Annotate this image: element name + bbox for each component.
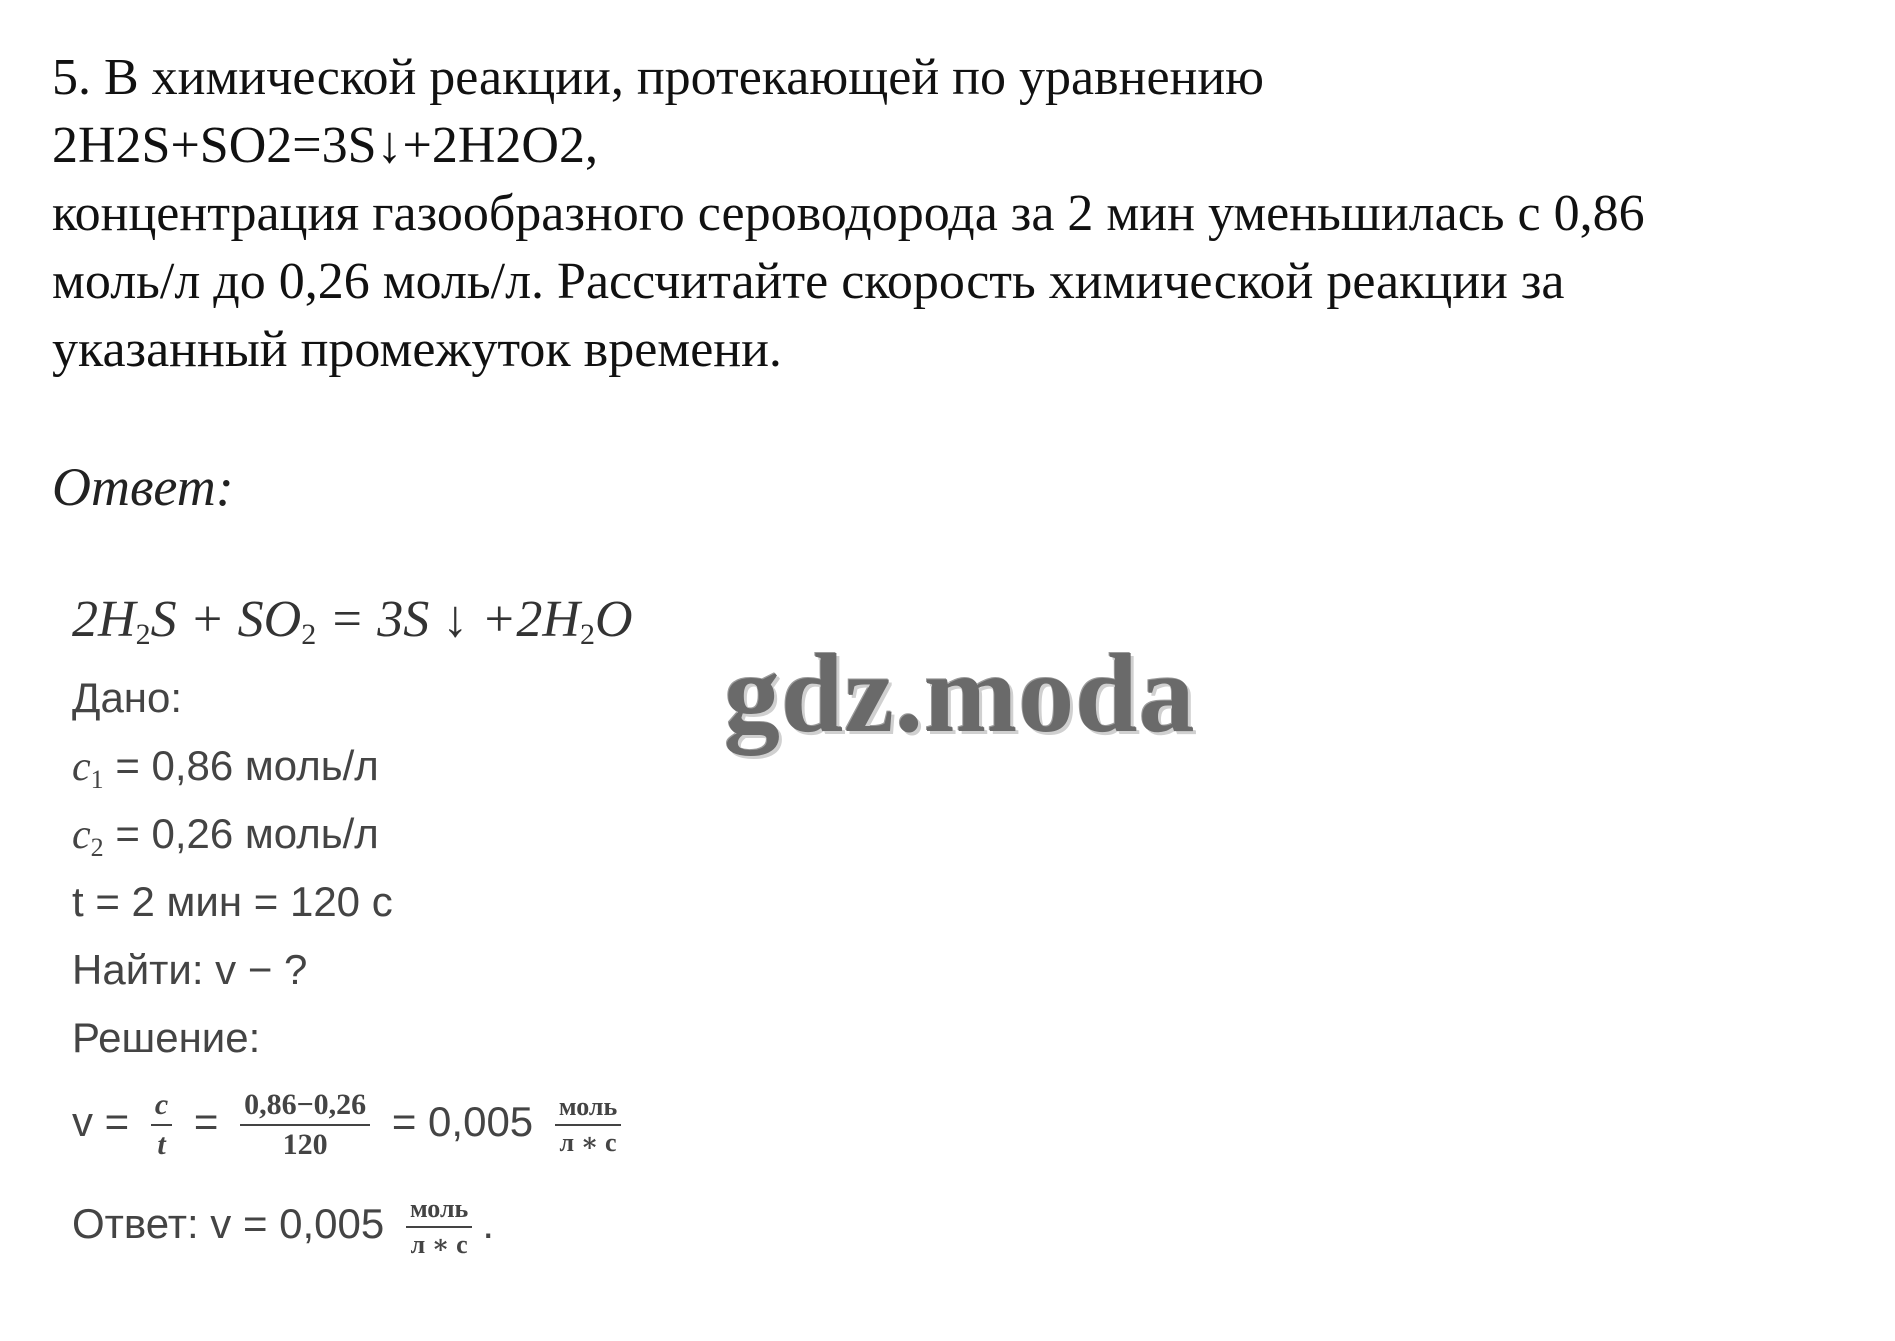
solution-label: Решение: bbox=[72, 1014, 261, 1061]
c2-value: = 0,26 моль/л bbox=[103, 810, 379, 857]
eq-sub: 2 bbox=[135, 618, 151, 651]
rate-formula bbox=[72, 1088, 631, 1162]
watermark-logo: gdz.moda bbox=[724, 632, 1196, 756]
eq-part: S + SO bbox=[150, 591, 302, 648]
final-period: . bbox=[482, 1200, 494, 1248]
fraction-values: $\frac{0,86-0,26}{120}$ bbox=[240, 1088, 370, 1162]
c1-value: = 0,86 моль/л bbox=[103, 742, 379, 789]
eq-part: = 3S ↓ +2H bbox=[316, 591, 580, 648]
given-label: Дано: bbox=[72, 674, 183, 721]
answer-heading: Ответ: bbox=[52, 457, 234, 517]
formula-lhs: v = bbox=[72, 1098, 130, 1146]
final-text: Ответ: v = 0,005 bbox=[72, 1200, 385, 1248]
task-line: 5. В химической реакции, протекающей по уравнению bbox=[52, 49, 1265, 106]
formula-result: = 0,005 bbox=[391, 1098, 534, 1146]
eq-sub: 2 bbox=[301, 618, 317, 651]
reaction-equation bbox=[72, 590, 633, 652]
task-text bbox=[52, 44, 1872, 384]
task-line: указанный промежуток времени. bbox=[52, 321, 782, 378]
given-c1 bbox=[72, 742, 379, 795]
var-c: $c_2$ bbox=[72, 812, 104, 862]
find-line: Найти: v − ? bbox=[72, 946, 308, 993]
formula-eq: = bbox=[193, 1098, 219, 1146]
task-line: 2H2S+SO2=3S↓+2H2O2, bbox=[52, 117, 598, 174]
var-c: $c_1$ bbox=[72, 744, 104, 794]
unit-fraction: $\frac{\text{моль}}{л ∗ с}$ bbox=[555, 1092, 621, 1158]
fraction-c-over-t: $\frac{c}{t}$ bbox=[151, 1088, 172, 1162]
final-answer bbox=[72, 1194, 494, 1260]
task-line: моль/л до 0,26 моль/л. Рассчитайте скорость химической реакции за bbox=[52, 253, 1565, 310]
eq-part: O bbox=[594, 591, 633, 648]
task-line: концентрация газообразного сероводорода за 2 мин уменьшилась с 0,86 bbox=[52, 185, 1645, 242]
given-time: t = 2 мин = 120 с bbox=[72, 878, 393, 925]
unit-fraction: $\frac{\text{моль}}{л ∗ с}$ bbox=[406, 1194, 472, 1260]
eq-sub: 2 bbox=[579, 618, 595, 651]
eq-part: 2H bbox=[72, 591, 136, 648]
given-c2 bbox=[72, 810, 379, 863]
